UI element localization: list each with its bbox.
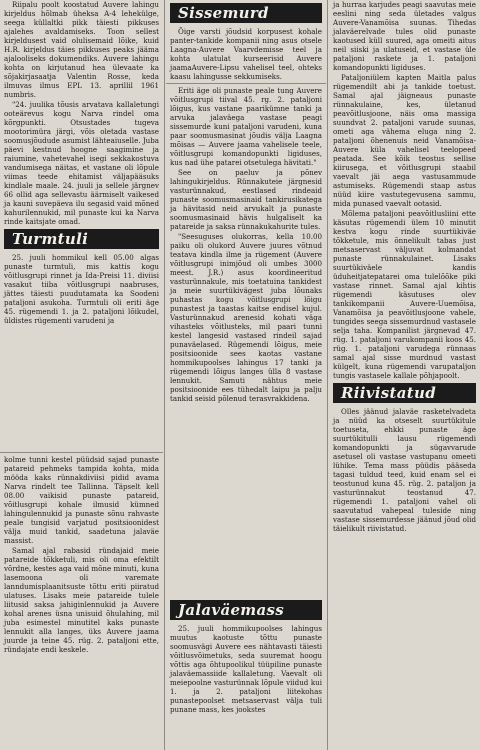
right-block [329, 0, 480, 380]
section-heading-turmtuli: Turmtuli [4, 229, 159, 249]
paragraph-jalavaemass: 25. juuli hommikupoolses lahingus muutus kaotuste tõttu punaste soomusvägi Auvere ees nähtavasti täiesti võitlusvõimetuks, seda suuremat hoogu võttis aga õhtupoolikul tüüpiline punaste jalaväemassiide kallaletung. Vaevalt oli meiepoolne vasturünnak lõpule viidud kui 1. ja 2. pataljoni liitekohas punastepoolset metsaservast välja tuli punane mass, kes jookstes [170, 624, 322, 714]
divider [0, 452, 163, 453]
lower-col-middle [166, 452, 326, 750]
divider [166, 83, 326, 84]
paragraph-intro: Riipalu poolt koostatud Auvere lahingu kirjeldus hõlmab üheksa A-4 lehekülge, seega küllaltki pikk täiesti pikkuses ajalehes avaldamiseks. Toon sellest kirjeldusest vaid olulisemaid lõike, kuid H.R. kirjeldus täies pikkuses peaks jääma ajalooliseks dokumendiks. Auvere lahingu kohta on kirjutanud hea ülevaate ka sõjakirjasaatja Valentin Rosse, keda ilmuvas ilmus EPL 13. aprillil 1961 numbris. [4, 0, 159, 99]
turmtuli-block [0, 253, 163, 325]
paragraph-turmtuli: 25. juuli hommikul kell 05.00 algas punaste turmtuli, mis kattis kogu võitlusgrupi rinnet ja Ida-Preisi 11. diviisi vasakut tiiba võitlusgrupi naabruses, jättes täiesti puudutamata ka Soodeni pataljoni asukoha. Turmtuli oli eriti äge 45. rügemendi 1. ja 2. pataljoni lõikudel, üldistes rügementi varudeni ja [4, 253, 159, 325]
paragraph-tokketuli: Samal ajal rabasid ründajaid meie patareide tõkketuli, mis oli oma efektilt võrdne, kestes aga vaid mõne minuti, kuna lasemoona oli varemate lanndumisplaanitsuste tõttu eriti piiratud ulatuses. Lisaks meie patareide tulele liitusid saksa jahiginlennukid ja Auvere kohal arenes üsna unisuid õhulahing, mil juba esimestel minutitel kaks punaste lennukit alla langes, üks Auvere jaama juurde ja teine 45. rüg. 2. pataljoni ette, ründajate endi keskele. [4, 546, 159, 654]
sissemurd-block [166, 27, 326, 403]
column-rule [164, 0, 165, 750]
column-rule [327, 0, 328, 750]
paragraph-sissemurd-3: See on paeluv ja põnev lahingukirjeldus. Rünnakuteie järgnesid vasturünnakud, eestlased rindeaid punaste soomusmasinaid tankirusikatega ja hävitasid neid arvukalt ja punaste soomusmasinaid hävis hulgaliselt ka patareide ja saksa rünnakukahurite tules. [170, 168, 322, 231]
paragraph-sissemurd-2: Eriti äge oli punaste peale tung Auvere võitlusgrupi tiival 45. rg. 2. pataljoni lõigus, kus vastane paarikümne tanki ja arvuka jalaväega vastase peagi sissemurde kuni pataljoni varudeni, kuna paar soomusmasinat jõudis välja Laagna mõisas — Auvere jaama vahelisele teele, võitlusgrupi komandopunkti ligiduses, kus nad ühe patarei otsetulega hävitati." [170, 86, 322, 167]
column-middle [166, 0, 326, 448]
riivistatud-block [329, 407, 480, 533]
column-left [0, 0, 163, 448]
intro-block [0, 0, 163, 226]
paragraph-right-3: Mõlema pataljoni peavõitlusliini ette käsutas rügemendi ülem 10 minutit kestva kogu rinde suurtükiväe tõkketule, mis õnnelikult tabas just metsaservast väljuvat kolmandat punaste rünnakulainet. Lisaks suurtükiväele kandis üduheitjatepatarei oma tulelõõke piki vastase rinnet. Samal ajal kihtis rügemendi käsutuses olev tankikompanii Auvere-Uuemõisa, Vanamõisa ja peavõitlusjoone vahele, tungides seega sissemurdnud vastasele selja taha. Kompanilist järgnevad 47. rüg. 1. pataljoni varukompanii koos 45. rüg. 1. pataljoni varudega rünnaas samal ajal sisse murdnud vastast külgelt, kuna rügemendi varupataljon tungis vastasele kallale põhjapoolt. [333, 209, 476, 380]
paragraph-sissemurd-1: Õige varsti jõudsid korpusest kohale panter-tankide kompanii ning asus otsele Laagna-Auvere Vaarvdemisse teel ja kohta ulatulat kurseerisid Auvere jaamaAuvere-Lipsu vahelisel teel, ohteks kaasu lahingusse sekkumiseks. [170, 27, 322, 81]
paragraph-right-1: ja hurraa karjudes peagi saavutas meie eeslini ning seda ületades valgus Auvere-Vanamõisa suunas. Tihedas jalaväerelvade tules olid punaste kaotused küll suured, aga omeiti aitus neil siiski ja ulatuseid, et vastase üle pataljoni raskete ja 1. pataljoni komandopunkti ligiduses. [333, 0, 476, 72]
column-right [329, 0, 480, 750]
paragraph-turmtuli-cont: kolme tunni kestel püüdsid sajad punaste patareid pehmeks tampida kohta, mida mööda kaks rünnakdiviisi pidid avama Narva rindelt tee Tallinna. Täpselt kell 08.00 vaikisid punaste patareid, võitlusgrupi kohale ilmusid kümned lahingulennukid ja punaste sõnu rahvaste peale tungisid varjatud positsioonidest välja muid tankid, saadetuna jalaväe massist. [4, 455, 159, 545]
section-heading-jalavaemass: Jalaväemass [170, 600, 322, 620]
section-heading-sissemurd: Sissemurd [170, 3, 322, 23]
lower-left-section [0, 452, 326, 750]
section-heading-riivistatud: Riivistatud [333, 383, 476, 403]
lower-col-left [0, 452, 163, 750]
paragraph-sissemurd-4: "Seesuguses olukorras, kella 10.00 paiku oli olukord Auvere juures võtnud teatava kindla ilme ja rügement (Auvere võitlusgrupi inimjõud oli umbes 3000 meest. J.R.) asus koordineeritud vasturünnakule, mis toetatuina tankidest ja meie suurtükivägest juba lõunaks puhastas kogu võitlusgrupi lõigu punastest ja taastas kaitse endisel kujul. Vasturünnakud arenesid kohati väga vihasteks võitlusteks, mil paari tunni kestel langesid vastased rindeil sajad punaväelased. Rügemendi lõigus, meie positsioonide sees kaotas vastane hommikupoolses lahingus 17 tanki ja rügemendi lõigus langes ülla 8 vastase lennukit. Samuti nähtus meie positsioonide ees tühedalt laipu ja palju tankid seisid põlenud terasvrakkidena. [170, 232, 322, 403]
paragraph-riivistatud: Olles jäänud jalaväe rasketelvadeta ja nüüd ka otseselt suurtükitule toetuseta, ehkki punaste äge suurtükitulli lausu rügemendi komandopunkti ja sügavvarude asetusel oli vastase vastupanu omeeti lühike. Tema mass püüdis pääseda tagasi tuldud teed, kuid enam sel ei teostunud kuna 45. rüg. 2. pataljon ja vasturünnakut teostanud 47. rügemendi 1. pataljoni vahel oli saavutatud vahepeal tuleside ning vastase sissemurdesse jäänud jõud olid täielikult riivistatud. [333, 407, 476, 533]
paragraph-right-2: Pataljoniülem kapten Maitla palus rügemendilt abi ja tankide toetust. Samal ajal jäigneaus punaste rünnakulaine, kes, ületanud peavõitlusjoone, näis oma massiga suundvat 2. pataljoni varude suunas, ometi aga vähema eluga ning 2. pataljoni õhenenuis neid Vanamõisa-Auvere küla vahelisel teelopeed peatada. See kõik teostus sellise kiirusega, et võitlusgrupi staabil vaevalt jäi aega vastusammude astumiseks. Rügemendi staap astus nüüd kiire vastutegevusena sammu, mida punased vaevalt ootasid. [333, 73, 476, 208]
paragraph-quote-start: "24. juulika tõusis arvatava kallaletungi ooteärevus kogu Narva rindel oma kõrgpunkti. Otsustades tugeva mootorimüra järgi, võis oletada vastase soomusjõudude asumist lähteaiuselle. Juba päevi kestnud hoogne saagimine ja raiumine, vahetevahel isegi sekkakostuva vandumisega näitas, et vastane oli lõpule viimas teede ehitamist väljapääsuks kindlale maale. 24. juuli ja sellele järgnev 66 ollid aga sellevastu äärmiselt vaikesed ja kauni suvepäeva ilu segasid vaid mõned kahurilennukid, mil punaste kui ka Narva rinde kaitsjate omad. [4, 100, 159, 226]
